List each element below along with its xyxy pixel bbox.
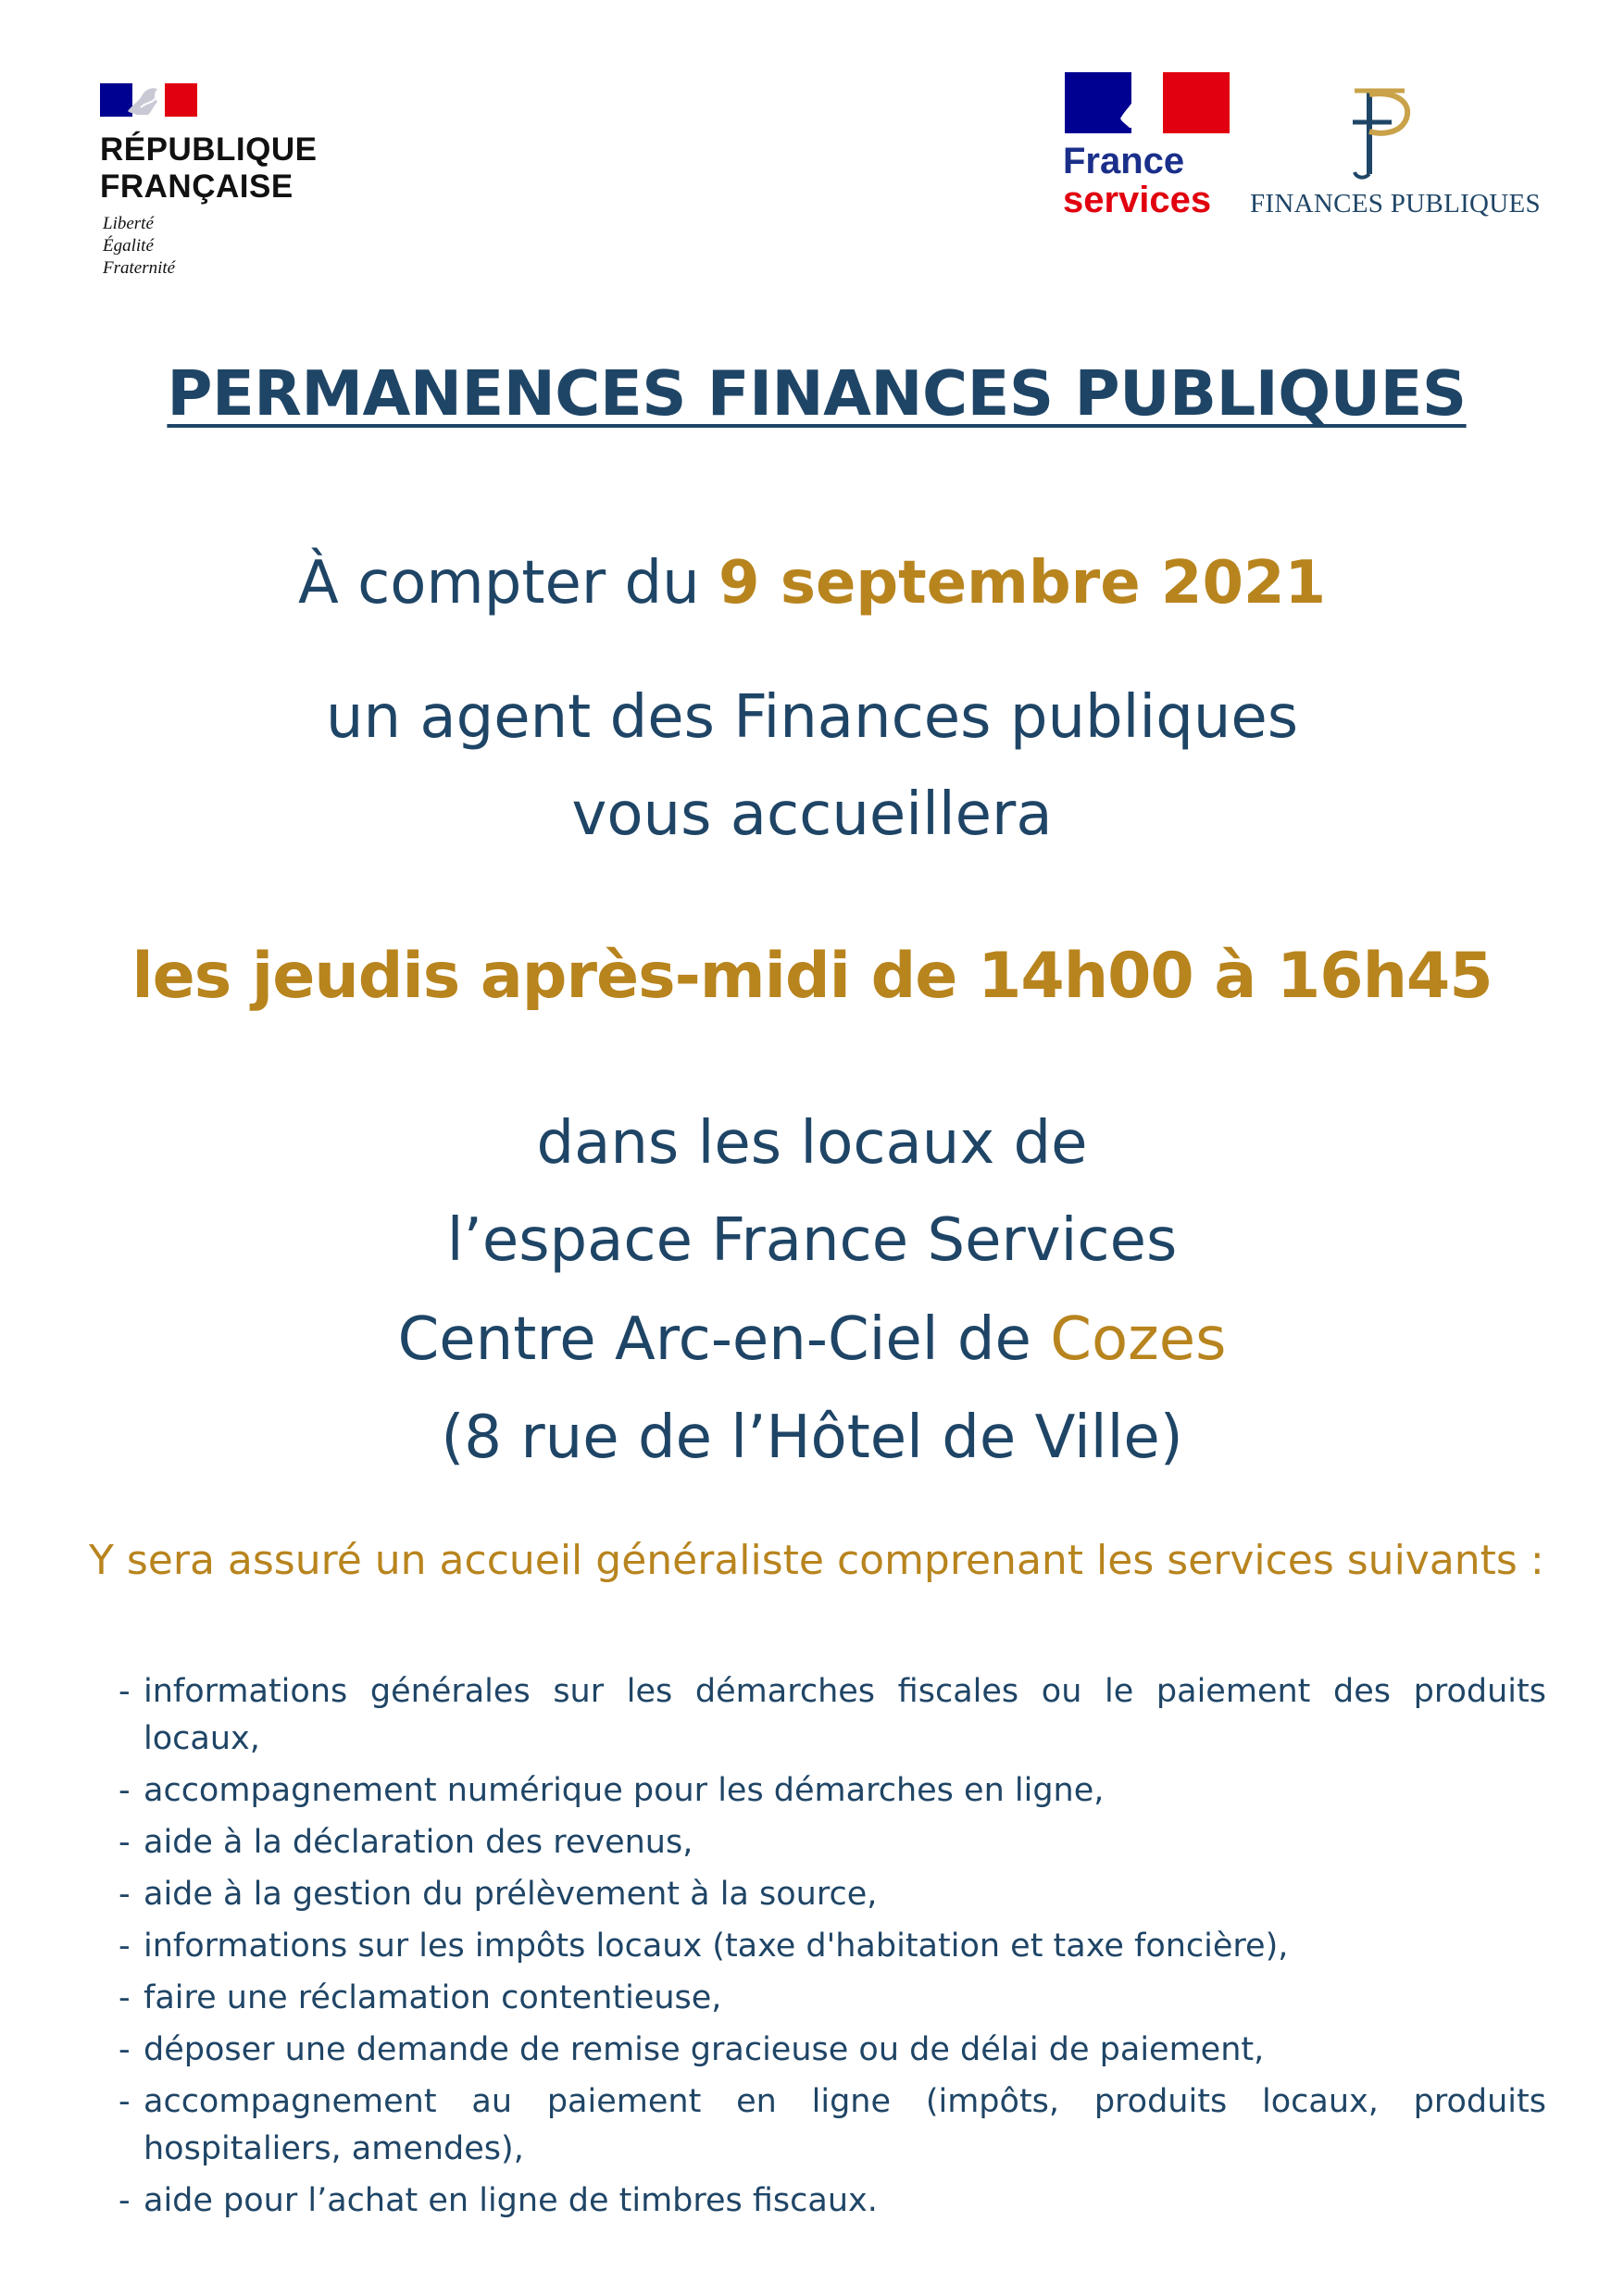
republique-motto bbox=[103, 213, 175, 280]
france-services-text bbox=[1063, 142, 1211, 219]
date-prefix: À compter du bbox=[297, 549, 719, 618]
agent-line-2: vous accueillera bbox=[571, 780, 1053, 849]
start-date: 9 septembre 2021 bbox=[718, 549, 1327, 618]
agent-line-1: un agent des Finances publiques bbox=[325, 683, 1299, 752]
schedule-line: les jeudis après-midi de 14h00 à 16h45 bbox=[131, 940, 1493, 1013]
france-services-logo bbox=[1063, 72, 1239, 234]
fs-line2: services bbox=[1063, 180, 1212, 220]
list-item: - faire une réclamation contentieuse, bbox=[119, 1975, 1546, 2022]
france-services-flag-icon bbox=[1065, 72, 1230, 133]
list-item: - aide à la gestion du prélèvement à la source, bbox=[119, 1871, 1546, 1918]
page-title: PERMANENCES FINANCES PUBLIQUES bbox=[167, 357, 1467, 430]
rf-line1: RÉPUBLIQUE bbox=[100, 131, 318, 168]
finances-publiques-monogram-icon bbox=[1338, 81, 1421, 183]
list-item: - informations générales sur les démarches fiscales ou le paiement des produits locaux, bbox=[119, 1668, 1546, 1763]
rf-line2: FRANÇAISE bbox=[100, 168, 294, 205]
location-line-1: dans les locaux de bbox=[536, 1109, 1088, 1178]
republique-francaise-name bbox=[100, 131, 317, 206]
motto-egalite: Égalité bbox=[103, 236, 154, 256]
location-address: (8 rue de l’Hôtel de Ville) bbox=[441, 1404, 1183, 1472]
location-city: Cozes bbox=[1050, 1305, 1227, 1374]
finances-publiques-logo bbox=[1245, 81, 1551, 230]
services-intro: Y sera assuré un accueil généraliste comprenant les services suivants : bbox=[89, 1537, 1544, 1584]
marianne-flag-icon bbox=[100, 83, 197, 117]
motto-liberte: Liberté bbox=[103, 214, 154, 233]
list-item: - déposer une demande de remise gracieuse ou de délai de paiement, bbox=[119, 2027, 1546, 2074]
list-item: - informations sur les impôts locaux (taxe d'habitation et taxe foncière), bbox=[119, 1923, 1546, 1970]
location-line-3 bbox=[0, 1303, 1624, 1377]
location-line-2: l’espace France Services bbox=[446, 1206, 1178, 1275]
list-item: - accompagnement numérique pour les démarches en ligne, bbox=[119, 1767, 1546, 1815]
services-list bbox=[119, 1668, 1546, 2229]
list-item: - accompagnement au paiement en ligne (impôts, produits locaux, produits hospitaliers, amendes), bbox=[119, 2078, 1546, 2173]
list-item: - aide à la déclaration des revenus, bbox=[119, 1819, 1546, 1866]
date-line bbox=[0, 546, 1624, 620]
motto-fraternite: Fraternité bbox=[103, 258, 176, 278]
finances-publiques-name: FINANCES PUBLIQUES bbox=[1250, 189, 1541, 218]
location-centre: Centre Arc-en-Ciel de bbox=[397, 1305, 1051, 1374]
fs-line1: France bbox=[1063, 141, 1185, 181]
list-item: - aide pour l’achat en ligne de timbres fiscaux. bbox=[119, 2177, 1546, 2225]
republique-francaise-logo bbox=[100, 83, 359, 287]
